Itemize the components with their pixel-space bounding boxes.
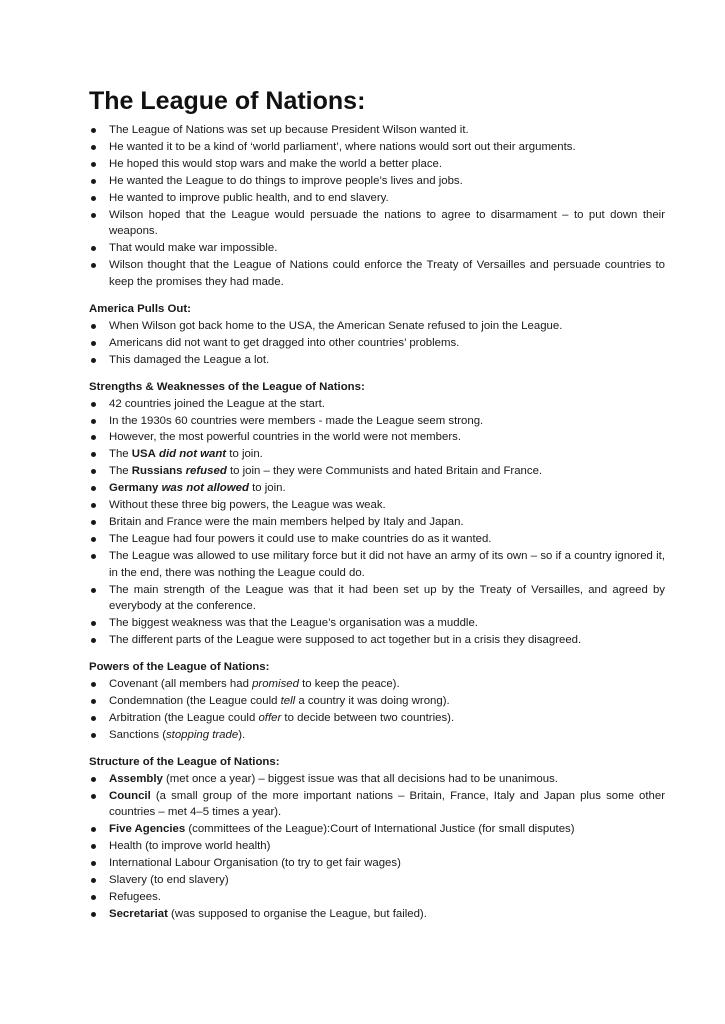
- powers-list: [89, 676, 665, 744]
- list-item: The League had four powers it could use to make countries do as it wanted.: [89, 531, 665, 548]
- list-item: The League was allowed to use military force but it did not have an army of its own – so if a country ignored it, in the end, there was nothing the League could do.: [89, 548, 665, 582]
- list-item: Five Agencies (committees of the League):Court of International Justice (for small disputes): [89, 821, 665, 838]
- list-item: He wanted it to be a kind of ‘world parliament’, where nations would sort out their arguments.: [89, 139, 665, 156]
- list-item: Secretariat (was supposed to organise the League, but failed).: [89, 906, 665, 923]
- list-item: He wanted the League to do things to improve people’s lives and jobs.: [89, 173, 665, 190]
- america-list: [89, 318, 665, 369]
- list-item: Sanctions (stopping trade).: [89, 727, 665, 744]
- list-item: He hoped this would stop wars and make the world a better place.: [89, 156, 665, 173]
- list-item: The different parts of the League were supposed to act together but in a crisis they disagreed.: [89, 632, 665, 649]
- list-item: International Labour Organisation (to try to get fair wages): [89, 855, 665, 872]
- list-item: Germany was not allowed to join.: [89, 480, 665, 497]
- list-item: Assembly (met once a year) – biggest issue was that all decisions had to be unanimous.: [89, 771, 665, 788]
- list-item: Health (to improve world health): [89, 838, 665, 855]
- list-item: However, the most powerful countries in the world were not members.: [89, 429, 665, 446]
- section-heading-strengths: Strengths & Weaknesses of the League of Nations:: [89, 380, 365, 393]
- list-item: Wilson thought that the League of Nations could enforce the Treaty of Versailles and persuade countries to keep the promises they had made.: [89, 257, 665, 291]
- list-item: Slavery (to end slavery): [89, 872, 665, 889]
- list-item: The USA did not want to join.: [89, 446, 665, 463]
- list-item: 42 countries joined the League at the start.: [89, 396, 665, 413]
- list-item: Covenant (all members had promised to keep the peace).: [89, 676, 665, 693]
- list-item: The Russians refused to join – they were Communists and hated Britain and France.: [89, 463, 665, 480]
- section-heading-america: America Pulls Out:: [89, 303, 191, 316]
- list-item: He wanted to improve public health, and to end slavery.: [89, 190, 665, 207]
- intro-list: [89, 122, 665, 291]
- list-item: The League of Nations was set up because President Wilson wanted it.: [89, 122, 665, 139]
- list-item: The biggest weakness was that the League’s organisation was a muddle.: [89, 615, 665, 632]
- list-item: Refugees.: [89, 889, 665, 906]
- section-heading-structure: Structure of the League of Nations:: [89, 755, 280, 768]
- list-item: Council (a small group of the more important nations – Britain, France, Italy and Japan plus some other countries – met 4–5 times a year).: [89, 788, 665, 822]
- section-heading-powers: Powers of the League of Nations:: [89, 661, 270, 674]
- list-item: When Wilson got back home to the USA, the American Senate refused to join the League.: [89, 318, 665, 335]
- list-item: Americans did not want to get dragged into other countries’ problems.: [89, 335, 665, 352]
- list-item: This damaged the League a lot.: [89, 352, 665, 369]
- list-item: That would make war impossible.: [89, 240, 665, 257]
- list-item: Without these three big powers, the League was weak.: [89, 497, 665, 514]
- structure-list: [89, 771, 665, 923]
- strengths-list: [89, 396, 665, 650]
- page-title: The League of Nations:: [89, 87, 366, 115]
- list-item: Wilson hoped that the League would persuade the nations to agree to disarmament – to put down their weapons.: [89, 207, 665, 241]
- list-item: Britain and France were the main members helped by Italy and Japan.: [89, 514, 665, 531]
- list-item: The main strength of the League was that it had been set up by the Treaty of Versailles, and agreed by everybody at the conference.: [89, 582, 665, 616]
- list-item: Arbitration (the League could offer to decide between two countries).: [89, 710, 665, 727]
- list-item: In the 1930s 60 countries were members - made the League seem strong.: [89, 413, 665, 430]
- list-item: Condemnation (the League could tell a country it was doing wrong).: [89, 693, 665, 710]
